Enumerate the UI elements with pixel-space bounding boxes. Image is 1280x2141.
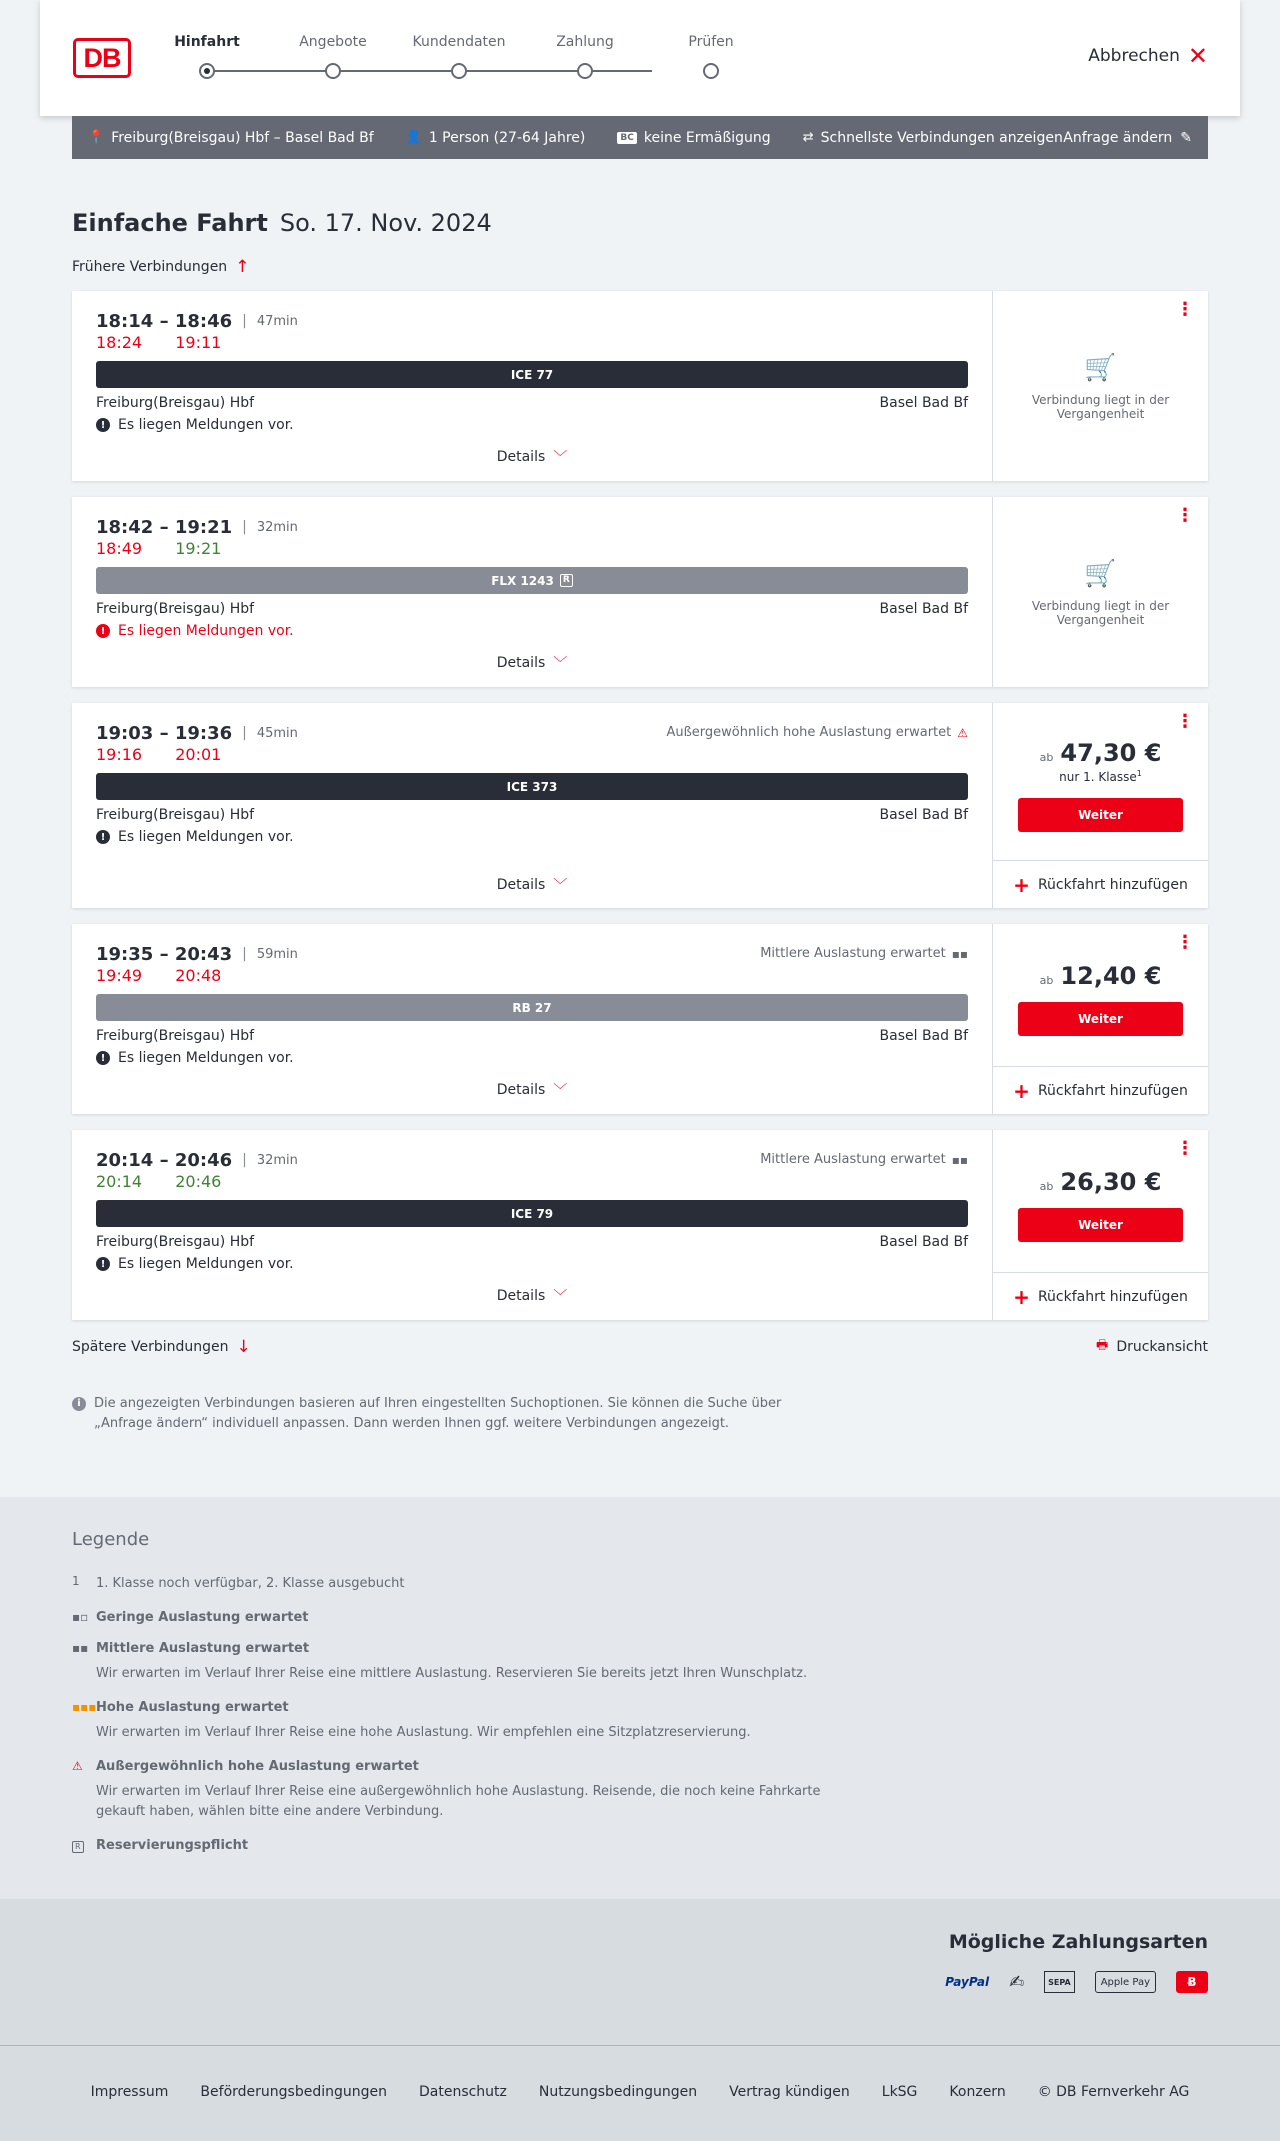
step-dot — [325, 63, 341, 79]
notice-text: Es liegen Meldungen vor. — [118, 1050, 294, 1066]
scheduled-times: 19:03 – 19:36 — [96, 722, 233, 744]
payment-methods — [72, 1899, 1208, 1993]
separator: | — [242, 725, 247, 741]
more-options-icon[interactable]: ⋮ — [1176, 505, 1194, 526]
occupancy-indicator — [760, 1152, 968, 1167]
continue-button[interactable]: Weiter — [1018, 798, 1183, 832]
footer-link-vertrag-kuendigen[interactable]: Vertrag kündigen — [729, 2084, 850, 2100]
price-value: 26,30 € — [1060, 1168, 1162, 1196]
notice-text: Es liegen Meldungen vor. — [118, 417, 294, 433]
footer-link-lksg[interactable]: LkSG — [881, 2084, 918, 2100]
logo-text: DB — [83, 42, 121, 73]
earlier-connections-link[interactable] — [72, 257, 249, 277]
earlier-label: Frühere Verbindungen — [72, 259, 228, 275]
reservation-icon: R — [72, 1841, 84, 1853]
realtime-departure: 19:49 — [96, 966, 143, 985]
duration: 32min — [256, 519, 298, 535]
alert-icon: ! — [96, 1257, 110, 1271]
past-text: Verbindung liegt in der Vergangenheit — [1031, 393, 1170, 421]
realtime-row — [96, 539, 968, 561]
details-label: Details — [496, 449, 546, 465]
stations-row — [96, 601, 968, 617]
duration: 47min — [256, 313, 298, 329]
connection-info — [72, 497, 992, 687]
origin-station: Freiburg(Breisgau) Hbf — [96, 807, 255, 823]
connection-info — [72, 1130, 992, 1320]
swap-arrows-icon: ⇄ — [802, 130, 814, 145]
cancel-button[interactable] — [1088, 42, 1208, 70]
realtime-departure: 20:14 — [96, 1172, 143, 1191]
info-icon: i — [72, 1397, 86, 1411]
legend-item-title: Außergewöhnlich hohe Auslastung erwartet — [96, 1759, 419, 1774]
high-load-icon: ▪▪▪ — [72, 1700, 97, 1714]
price-prefix: ab — [1039, 1180, 1054, 1193]
details-label: Details — [496, 655, 546, 671]
step-zahlung — [530, 34, 640, 79]
legend-item-desc: Wir erwarten im Verlauf Ihrer Reise eine hohe Auslastung. Wir empfehlen eine Sitzplatzreservierung. — [96, 1725, 751, 1740]
step-hinfahrt — [152, 34, 262, 79]
continue-button[interactable]: Weiter — [1018, 1002, 1183, 1036]
price-value: 47,30 € — [1060, 739, 1162, 767]
duration: 32min — [256, 1152, 298, 1168]
step-dot — [199, 63, 215, 79]
footer-link-befoerderungsbedingungen[interactable]: Beförderungsbedingungen — [200, 2084, 387, 2100]
add-return-button[interactable] — [993, 1272, 1208, 1320]
offer-panel — [992, 497, 1208, 687]
details-label: Details — [496, 1288, 546, 1304]
realtime-departure: 18:49 — [96, 539, 143, 558]
chevron-down-icon: ﹀ — [553, 450, 568, 466]
edit-request-button[interactable] — [1063, 130, 1192, 146]
realtime-arrival: 20:46 — [175, 1172, 222, 1191]
cart-unavailable-icon: 🛒 — [1084, 353, 1117, 383]
edit-request-label: Anfrage ändern — [1063, 129, 1173, 146]
destination-station: Basel Bad Bf — [879, 1234, 968, 1250]
reservation-required-icon: R — [560, 574, 573, 587]
stations-row — [96, 1028, 968, 1044]
person-icon: 👤 — [405, 130, 422, 145]
legend-item-title: Hohe Auslastung erwartet — [96, 1700, 289, 1715]
scheduled-times: 20:14 – 20:46 — [96, 1149, 233, 1171]
schedule-row — [96, 515, 968, 539]
details-toggle[interactable] — [96, 875, 968, 895]
footnote-ref: 1 — [1136, 769, 1142, 778]
legend-item-title: Reservierungspflicht — [96, 1838, 249, 1853]
scheduled-times: 18:42 – 19:21 — [96, 516, 233, 538]
list-footer — [72, 1336, 1208, 1358]
progress-steps — [174, 34, 734, 94]
bahncard-icon: BC — [617, 132, 636, 144]
destination-station: Basel Bad Bf — [879, 601, 968, 617]
connection-card — [72, 291, 1208, 481]
arrow-down-icon: ↓ — [236, 1337, 251, 1357]
paypal-icon: PayPal — [945, 1975, 990, 1989]
footer-copyright: © DB Fernverkehr AG — [1037, 2084, 1190, 2100]
offer-panel — [992, 291, 1208, 481]
low-load-icon: ▪▫ — [72, 1610, 89, 1624]
very-high-load-icon: ⚠ — [72, 1759, 83, 1773]
footer-link-konzern[interactable]: Konzern — [949, 2084, 1006, 2100]
more-options-icon[interactable]: ⋮ — [1176, 932, 1194, 953]
realtime-arrival: 19:21 — [175, 539, 222, 558]
footer-links — [0, 2046, 1280, 2100]
duration: 59min — [256, 946, 298, 962]
occupancy-text: Mittlere Auslastung erwartet — [760, 946, 946, 961]
price-prefix: ab — [1039, 751, 1054, 764]
add-return-label: Rückfahrt hinzufügen — [1037, 1288, 1188, 1305]
add-return-label: Rückfahrt hinzufügen — [1037, 876, 1188, 893]
train-bar[interactable] — [96, 1200, 968, 1227]
search-summary-bar — [72, 116, 1208, 159]
connection-info — [72, 291, 992, 481]
arrow-up-icon: ↑ — [235, 257, 250, 277]
stations-row — [96, 1234, 968, 1250]
footnote-key: 1 — [72, 1574, 80, 1588]
db-pay-icon: Ƀ — [1176, 1971, 1208, 1993]
duration: 45min — [256, 725, 298, 741]
notice-text: Es liegen Meldungen vor. — [118, 829, 294, 845]
step-label: Kundendaten — [412, 34, 506, 50]
footer-link-nutzungsbedingungen[interactable]: Nutzungsbedingungen — [538, 2084, 698, 2100]
legend-item-desc: Wir erwarten im Verlauf Ihrer Reise eine mittlere Auslastung. Reservieren Sie bereits jetzt Ihren Wunschplatz. — [96, 1666, 808, 1681]
print-label: Druckansicht — [1116, 1339, 1208, 1355]
separator: | — [242, 946, 247, 962]
connection-info — [72, 924, 992, 1114]
connection-card — [72, 924, 1208, 1114]
realtime-arrival: 19:11 — [175, 333, 222, 352]
connection-list — [72, 291, 1208, 1320]
chevron-down-icon: ﹀ — [553, 878, 568, 894]
separator: | — [242, 313, 247, 329]
legend-section — [0, 1497, 1280, 1899]
close-icon: ✕ — [1187, 42, 1208, 70]
realtime-departure: 18:24 — [96, 333, 143, 352]
train-bar[interactable] — [96, 773, 968, 800]
discount-summary — [617, 130, 770, 146]
details-label: Details — [496, 877, 546, 893]
price-value: 12,40 € — [1060, 962, 1162, 990]
legend-item — [72, 1700, 1208, 1743]
fastest-text: Schnellste Verbindungen anzeigen — [820, 129, 1063, 146]
print-view-link[interactable] — [1096, 1336, 1208, 1358]
payment-section — [0, 1899, 1280, 2045]
realtime-row — [96, 1172, 968, 1194]
cart-unavailable-icon: 🛒 — [1084, 559, 1117, 589]
origin-station: Freiburg(Breisgau) Hbf — [96, 395, 255, 411]
location-pin-icon: 📍 — [88, 130, 105, 145]
train-name: ICE 79 — [510, 1206, 554, 1221]
realtime-departure: 19:16 — [96, 745, 143, 764]
info-text: Die angezeigten Verbindungen basieren auf Ihren eingestellten Suchoptionen. Sie können die Suche über „Anfrage ändern“ individuell anpassen. Dann werden Ihnen ggf. weitere Verbindungen angezeigt. — [94, 1396, 782, 1431]
plus-icon: + — [1013, 1078, 1030, 1103]
later-label: Spätere Verbindungen — [72, 1339, 229, 1355]
cancel-label: Abbrechen — [1088, 46, 1180, 66]
search-info-note — [72, 1394, 842, 1434]
plus-icon: + — [1013, 1284, 1030, 1309]
step-kundendaten — [404, 34, 514, 79]
realtime-row — [96, 333, 968, 355]
train-bar[interactable] — [96, 361, 968, 388]
main-content — [72, 209, 1208, 1434]
price-note — [993, 769, 1208, 784]
origin-station: Freiburg(Breisgau) Hbf — [96, 1028, 255, 1044]
step-dot — [451, 63, 467, 79]
step-label: Hinfahrt — [174, 34, 240, 50]
origin-station: Freiburg(Breisgau) Hbf — [96, 601, 255, 617]
notice-text: Es liegen Meldungen vor. — [118, 1256, 294, 1272]
more-options-icon[interactable]: ⋮ — [1176, 299, 1194, 320]
separator: | — [242, 519, 247, 535]
train-bar[interactable] — [96, 994, 968, 1021]
notice-row — [96, 623, 968, 639]
step-dot — [703, 63, 719, 79]
train-name: ICE 77 — [510, 367, 554, 382]
notice-row — [96, 1256, 968, 1272]
legend-item-desc: Wir erwarten im Verlauf Ihrer Reise eine außergewöhnlich hohe Auslastung. Reisende, die noch keine Fahrkarte gekauft haben, wählen bitte eine andere Verbindung. — [96, 1784, 821, 1819]
medium-load-icon: ▪▪ — [72, 1641, 89, 1655]
destination-station: Basel Bad Bf — [879, 807, 968, 823]
train-name: RB 27 — [512, 1000, 552, 1015]
legend-title: Legende — [72, 1529, 150, 1550]
details-label: Details — [496, 1082, 546, 1098]
occupancy-indicator — [666, 725, 968, 740]
realtime-arrival: 20:48 — [175, 966, 222, 985]
travellers-summary — [406, 130, 586, 146]
legend-item-title: Geringe Auslastung erwartet — [96, 1610, 309, 1625]
legend-item — [72, 1838, 1208, 1853]
step-label: Angebote — [299, 34, 367, 50]
plus-icon: + — [1013, 872, 1030, 897]
page-footer — [0, 2045, 1280, 2141]
occupancy-text: Außergewöhnlich hohe Auslastung erwartet — [666, 725, 952, 740]
alert-icon: ! — [96, 1051, 110, 1065]
direct-debit-icon: ✍ — [1009, 1971, 1025, 1993]
step-pruefen — [656, 34, 766, 79]
continue-button[interactable]: Weiter — [1018, 1208, 1183, 1242]
medium-load-icon: ▪▪ — [951, 946, 968, 961]
very-high-load-icon: ⚠ — [957, 725, 968, 740]
payment-icons — [72, 1971, 1208, 1993]
medium-load-icon: ▪▪ — [951, 1152, 968, 1167]
train-name: FLX 1243 — [491, 573, 554, 588]
notice-row — [96, 417, 968, 433]
db-logo[interactable] — [73, 38, 131, 78]
alert-icon: ! — [96, 624, 110, 638]
connection-card — [72, 497, 1208, 687]
train-name: ICE 373 — [506, 779, 558, 794]
route-text: Freiburg(Breisgau) Hbf – Basel Bad Bf — [111, 129, 374, 146]
footer-link-impressum[interactable]: Impressum — [90, 2084, 169, 2100]
footer-link-datenschutz[interactable]: Datenschutz — [418, 2084, 507, 2100]
offer-panel — [992, 1130, 1208, 1320]
legend-item — [72, 1759, 1208, 1822]
route-summary — [88, 130, 374, 146]
more-options-icon[interactable]: ⋮ — [1176, 711, 1194, 732]
occupancy-indicator — [760, 946, 968, 961]
details-toggle[interactable] — [96, 447, 968, 467]
printer-icon: 🖶 — [1096, 1338, 1109, 1353]
chevron-down-icon: ﹀ — [553, 1289, 568, 1305]
step-angebote — [278, 34, 388, 79]
sepa-icon: SEPA — [1044, 1971, 1075, 1993]
notice-text: Es liegen Meldungen vor. — [118, 623, 294, 639]
notice-row — [96, 1050, 968, 1066]
connection-card — [72, 703, 1208, 908]
alert-icon: ! — [96, 830, 110, 844]
legend-item — [72, 1610, 1208, 1625]
travellers-text: 1 Person (27-64 Jahre) — [428, 129, 586, 146]
chevron-down-icon: ﹀ — [553, 1083, 568, 1099]
add-return-button[interactable] — [993, 1066, 1208, 1114]
destination-station: Basel Bad Bf — [879, 1028, 968, 1044]
destination-station: Basel Bad Bf — [879, 395, 968, 411]
chevron-down-icon: ﹀ — [553, 656, 568, 672]
step-label: Zahlung — [556, 34, 614, 50]
payment-title: Mögliche Zahlungsarten — [948, 1931, 1208, 1953]
stations-row — [96, 807, 968, 823]
price-prefix: ab — [1039, 974, 1054, 987]
details-toggle[interactable] — [96, 653, 968, 673]
step-label: Prüfen — [688, 34, 734, 50]
add-return-button[interactable] — [993, 860, 1208, 908]
connection-info — [72, 703, 992, 908]
stations-row — [96, 395, 968, 411]
legend-item-title: 1. Klasse noch verfügbar, 2. Klasse ausgebucht — [96, 1576, 405, 1591]
origin-station: Freiburg(Breisgau) Hbf — [96, 1234, 255, 1250]
occupancy-text: Mittlere Auslastung erwartet — [760, 1152, 946, 1167]
add-return-label: Rückfahrt hinzufügen — [1037, 1082, 1188, 1099]
later-connections-link[interactable] — [72, 1337, 251, 1357]
price-note-text: nur 1. Klasse — [1059, 770, 1137, 784]
top-header — [40, 0, 1240, 116]
trip-type: Einfache Fahrt — [72, 209, 268, 237]
step-dot — [577, 63, 593, 79]
train-bar[interactable] — [96, 567, 968, 594]
legend-item-title: Mittlere Auslastung erwartet — [96, 1641, 310, 1656]
scheduled-times: 19:35 – 20:43 — [96, 943, 233, 965]
more-options-icon[interactable]: ⋮ — [1176, 1138, 1194, 1159]
legend-item — [72, 1574, 1208, 1594]
connection-card — [72, 1130, 1208, 1320]
page-title — [72, 209, 1208, 237]
schedule-row — [96, 309, 968, 333]
offer-panel — [992, 703, 1208, 908]
fastest-toggle[interactable] — [803, 130, 1063, 146]
details-toggle[interactable] — [96, 1080, 968, 1100]
realtime-row — [96, 745, 968, 767]
alert-icon: ! — [96, 418, 110, 432]
trip-date: So. 17. Nov. 2024 — [279, 209, 492, 237]
separator: | — [242, 1152, 247, 1168]
scheduled-times: 18:14 – 18:46 — [96, 310, 233, 332]
legend — [72, 1497, 1208, 1853]
past-text: Verbindung liegt in der Vergangenheit — [1031, 599, 1170, 627]
pencil-icon: ✎ — [1180, 129, 1192, 146]
realtime-row — [96, 966, 968, 988]
details-toggle[interactable] — [96, 1286, 968, 1306]
notice-row — [96, 829, 968, 845]
offer-panel — [992, 924, 1208, 1114]
discount-text: keine Ermäßigung — [643, 129, 771, 146]
legend-item — [72, 1641, 1208, 1684]
apple-pay-icon: Apple Pay — [1095, 1971, 1156, 1993]
realtime-arrival: 20:01 — [175, 745, 222, 764]
